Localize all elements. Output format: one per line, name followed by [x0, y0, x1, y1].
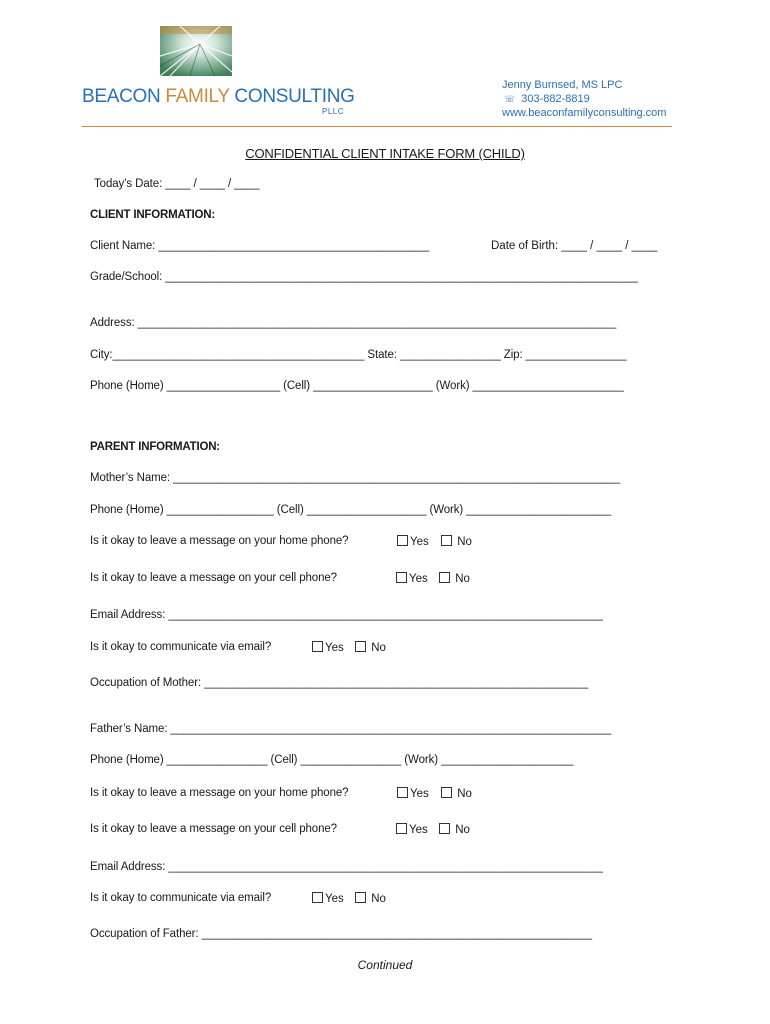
mother-email-field[interactable]: Email Address: _____________________________________________________________________	[90, 609, 603, 621]
father-name-field[interactable]: Father’s Name: ______________________________________________________________________	[90, 723, 612, 735]
mother-phone-field[interactable]: Phone (Home) _________________ (Cell) ___________________ (Work) _______________________	[90, 504, 612, 516]
checkbox-icon[interactable]	[312, 641, 323, 652]
form-title: CONFIDENTIAL CLIENT INTAKE FORM (CHILD)	[245, 146, 525, 161]
contact-name: Jenny Burnsed, MS LPC	[502, 79, 623, 91]
grade-school-field[interactable]: Grade/School: ___________________________________________________________________________	[90, 271, 638, 283]
father-email-ok-yes[interactable]	[312, 892, 344, 905]
mother-email-ok-no[interactable]	[355, 641, 386, 654]
client-information-heading: CLIENT INFORMATION:	[90, 209, 216, 221]
contact-block	[502, 78, 666, 120]
brand-name	[82, 86, 355, 108]
checkbox-icon[interactable]	[397, 787, 408, 798]
father-email-ok-question: Is it okay to communicate via email?	[90, 892, 272, 904]
father-home-message-no[interactable]	[441, 787, 472, 800]
father-email-ok-no[interactable]	[355, 892, 386, 905]
mother-cell-message-no[interactable]	[439, 572, 470, 585]
city-state-zip-field[interactable]: City:________________________________________ State: ________________ Zip: ________________	[90, 349, 627, 361]
checkbox-icon[interactable]	[355, 892, 366, 903]
checkbox-icon[interactable]	[441, 535, 452, 546]
mother-home-message-question: Is it okay to leave a message on your home phone?	[90, 535, 349, 547]
checkbox-icon[interactable]	[396, 572, 407, 583]
yes-label: Yes	[409, 824, 428, 836]
father-home-message-yes[interactable]	[397, 787, 429, 800]
beacon-logo-graphic	[160, 26, 232, 76]
father-phone-field[interactable]: Phone (Home) ________________ (Cell) ________________ (Work) _____________________	[90, 754, 574, 766]
checkbox-icon[interactable]	[441, 787, 452, 798]
parent-information-heading: PARENT INFORMATION:	[90, 441, 220, 453]
mother-occupation-field[interactable]: Occupation of Mother: _____________________________________________________________	[90, 677, 589, 689]
checkbox-icon[interactable]	[397, 535, 408, 546]
date-of-birth-field[interactable]: Date of Birth: ____ / ____ / ____	[491, 240, 658, 252]
continued-note: Continued	[357, 958, 413, 972]
brand-word-consulting: CONSULTING	[229, 86, 355, 107]
father-cell-message-no[interactable]	[439, 823, 470, 836]
phone-icon: ☏	[504, 94, 516, 104]
no-label: No	[457, 536, 472, 548]
mother-email-ok-question: Is it okay to communicate via email?	[90, 641, 272, 653]
checkbox-icon[interactable]	[439, 823, 450, 834]
yes-label: Yes	[325, 642, 344, 654]
contact-phone-line	[502, 92, 666, 106]
mother-home-message-yes[interactable]	[397, 535, 429, 548]
yes-label: Yes	[410, 788, 429, 800]
no-label: No	[371, 642, 386, 654]
no-label: No	[455, 573, 470, 585]
yes-label: Yes	[409, 573, 428, 585]
yes-label: Yes	[410, 536, 429, 548]
mother-home-message-no[interactable]	[441, 535, 472, 548]
brand-word-beacon: BEACON	[82, 86, 166, 107]
mother-cell-message-yes[interactable]	[396, 572, 428, 585]
father-cell-message-question: Is it okay to leave a message on your cell phone?	[90, 823, 337, 835]
client-name-field[interactable]: Client Name: ___________________________________________	[90, 240, 430, 252]
mother-cell-message-question: Is it okay to leave a message on your cell phone?	[90, 572, 337, 584]
contact-phone: 303-882-8819	[521, 93, 590, 105]
brand-pllc: PLLC	[322, 107, 345, 116]
checkbox-icon[interactable]	[439, 572, 450, 583]
todays-date-field[interactable]: Today’s Date: ____ / ____ / ____	[94, 178, 260, 190]
checkbox-icon[interactable]	[312, 892, 323, 903]
client-phone-field[interactable]: Phone (Home) __________________ (Cell) ___________________ (Work) ________________________	[90, 380, 624, 392]
mother-email-ok-yes[interactable]	[312, 641, 344, 654]
father-occupation-field[interactable]: Occupation of Father: ______________________________________________________________	[90, 928, 592, 940]
yes-label: Yes	[325, 893, 344, 905]
address-field[interactable]: Address: ____________________________________________________________________________	[90, 317, 617, 329]
checkbox-icon[interactable]	[355, 641, 366, 652]
no-label: No	[455, 824, 470, 836]
checkbox-icon[interactable]	[396, 823, 407, 834]
father-email-field[interactable]: Email Address: _____________________________________________________________________	[90, 861, 603, 873]
father-home-message-question: Is it okay to leave a message on your home phone?	[90, 787, 349, 799]
header-divider	[82, 126, 672, 127]
father-cell-message-yes[interactable]	[396, 823, 428, 836]
no-label: No	[457, 788, 472, 800]
no-label: No	[371, 893, 386, 905]
brand-word-family: FAMILY	[165, 86, 230, 107]
mother-name-field[interactable]: Mother’s Name: _______________________________________________________________________	[90, 472, 621, 484]
contact-website: www.beaconfamilyconsulting.com	[502, 107, 667, 119]
